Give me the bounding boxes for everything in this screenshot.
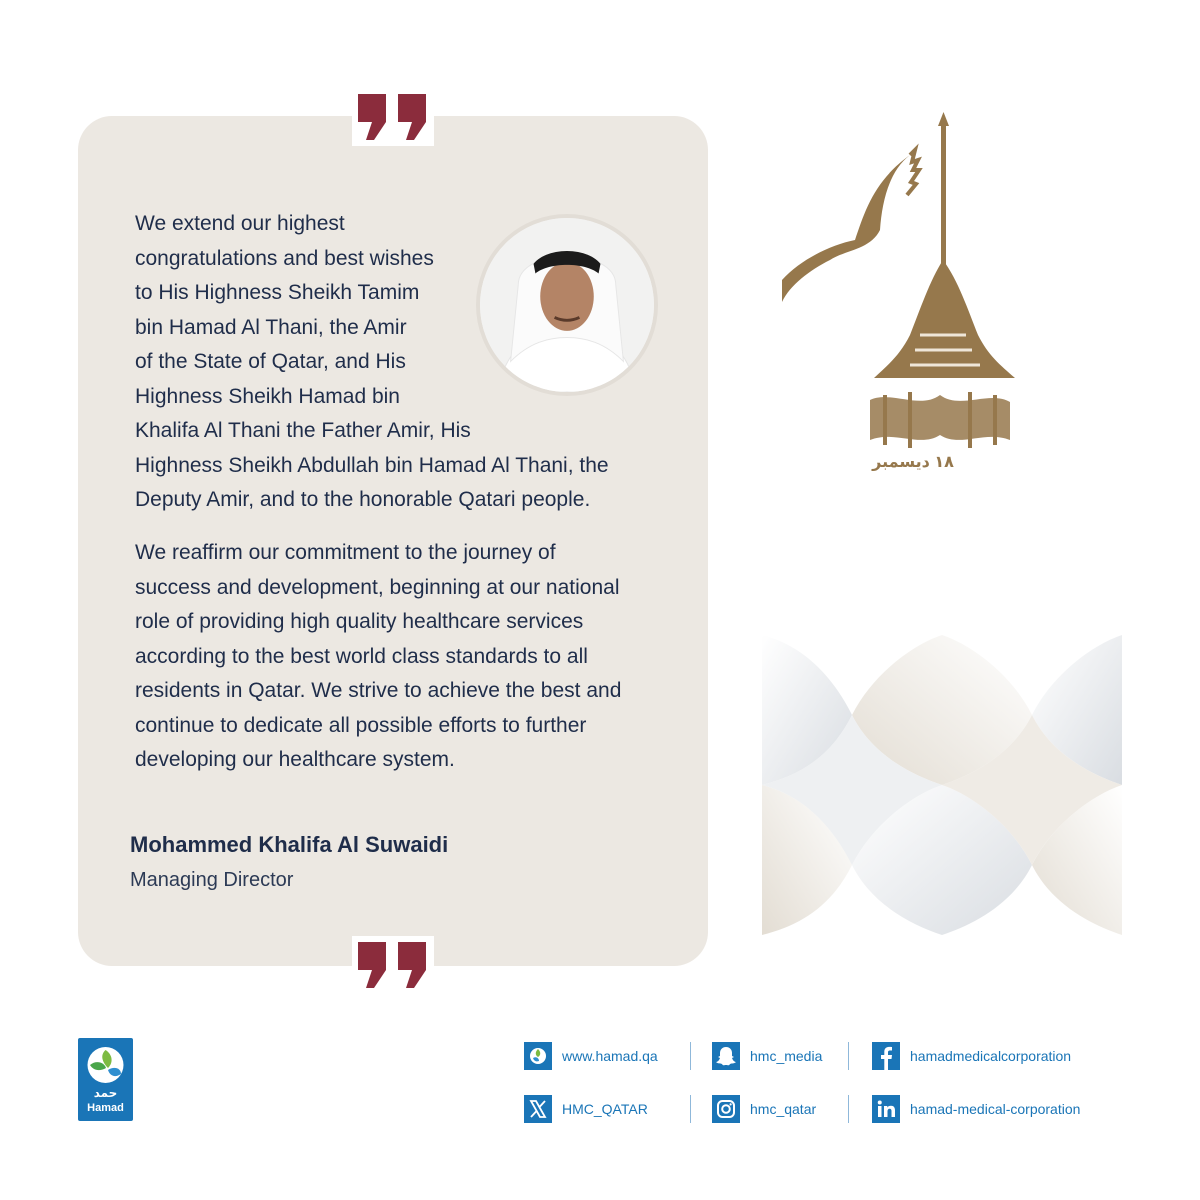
divider [848,1095,849,1123]
website-link[interactable] [524,1042,658,1070]
instagram-label: hmc_qatar [750,1101,817,1117]
national-day-date: ١٨ ديسمبر [872,454,954,471]
text-line: congratulations and best wishes [135,246,434,270]
x-label: HMC_QATAR [562,1101,648,1117]
instagram-icon [712,1095,740,1123]
snapchat-label: hmc_media [750,1048,823,1064]
instagram-link[interactable] [712,1095,816,1123]
text-line: success and development, beginning at our national [135,575,620,599]
globe-icon [524,1042,552,1070]
message-paragraph-2 [135,536,675,778]
signature-title: Managing Director [130,869,294,891]
text-line: continue to dedicate all possible efforts to further [135,713,587,737]
text-line: according to the best world class standards to all [135,644,588,668]
decorative-pattern [762,615,1122,975]
x-link[interactable] [524,1095,648,1123]
x-icon [524,1095,552,1123]
divider [848,1042,849,1070]
text-line: bin Hamad Al Thani, the Amir [135,315,407,339]
divider [690,1042,691,1070]
text-line: role of providing high quality healthcare services [135,610,584,633]
facebook-link[interactable] [872,1042,1071,1070]
divider [690,1095,691,1123]
facebook-label: hamadmedicalcorporation [910,1048,1072,1064]
message-paragraph-1 [135,207,655,518]
logo-latin-text: Hamad [87,1102,124,1114]
text-line: Highness Sheikh Hamad bin [135,384,400,408]
snapchat-icon [712,1042,740,1070]
quote-close-icon [352,936,434,994]
text-line: residents in Qatar. We strive to achieve the best and [135,679,622,702]
facebook-icon [872,1042,900,1070]
linkedin-label: hamad-medical-corporation [910,1101,1081,1117]
text-line: developing our healthcare system. [135,748,455,771]
text-line: We reaffirm our commitment to the journey of [135,541,556,564]
linkedin-link[interactable] [872,1095,1080,1123]
text-line: We extend our highest [135,212,345,235]
text-line: Highness Sheikh Abdullah bin Hamad Al Thani, the [135,453,609,477]
hamad-logo [78,1038,133,1121]
snapchat-link[interactable] [712,1042,822,1070]
linkedin-icon [872,1095,900,1123]
signature-name: Mohammed Khalifa Al Suwaidi [130,832,449,857]
logo-arabic-text: حمد [93,1086,118,1100]
national-day-emblem [770,110,1030,480]
text-line: Deputy Amir, and to the honorable Qatari people. [135,488,591,511]
text-line: to His Highness Sheikh Tamim [135,281,420,304]
text-line: of the State of Qatar, and His [135,350,406,373]
quote-open-icon [352,88,434,146]
text-line: Khalifa Al Thani the Father Amir, His [135,419,471,442]
website-label: www.hamad.qa [562,1048,658,1064]
